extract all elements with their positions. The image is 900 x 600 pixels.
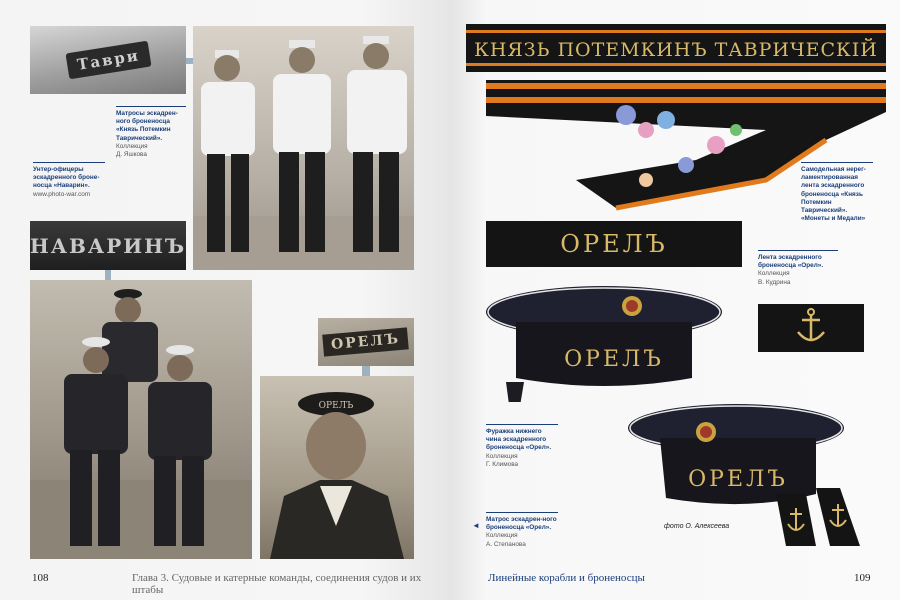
cap-1-label: ОРЕЛЪ [564, 347, 664, 372]
connector-line [362, 366, 370, 376]
caption-title: Унтер-офицеры эскадренного броне-носца «Наварин». [33, 166, 100, 190]
orel-cap-2 [626, 398, 866, 548]
potemkin-sailors-photo [193, 26, 414, 270]
pointer-arrow-icon: ◄ [472, 521, 480, 530]
caption-rule [758, 250, 838, 251]
caption-collection: Коллекция [486, 532, 518, 540]
caption-rule [801, 162, 873, 163]
orel-ribbon [486, 221, 742, 267]
photo-credit: фото О. Алексеева [664, 523, 730, 530]
caption-collection: Коллекция [486, 452, 518, 460]
caption-owner: Д. Яшкова [116, 151, 147, 159]
officer-figure [102, 289, 158, 382]
cap-band-text: ОРЕЛЪ [318, 401, 354, 411]
cap-2-illustration [626, 398, 866, 548]
caption-rule [486, 424, 558, 425]
caption-title: Фуражка нижнего чина эскадренного броненосца «Орел». [486, 428, 552, 452]
caption-collection: Коллекция [116, 142, 148, 150]
ribbon-fragment-photo [30, 26, 186, 94]
potemkin-sailors-illustration [193, 26, 414, 270]
caption-navarin-officers [33, 162, 105, 199]
cap-1-illustration [484, 282, 724, 402]
caption-potemkin-ribbon [801, 162, 873, 223]
caption-title: Матросы эскадрен-ного броненосца «Князь Потемкин Таврический». [116, 110, 178, 142]
orel-ribbon-small-text: ОРЕЛЪ [323, 327, 410, 356]
caption-owner: Г. Климова [486, 460, 519, 468]
caption-orel-ribbon [758, 250, 838, 287]
caption-title: Самодельная нерег-ламентированная лента эскадренного броненосца «Князь Потемкин Таврический». [801, 166, 866, 215]
connector-line [186, 58, 193, 64]
caption-source: www.photo-war.com [33, 190, 91, 198]
navarin-officers-photo [30, 280, 252, 559]
orel-cap-1 [484, 282, 724, 402]
cap-2-label: ОРЕЛЪ [688, 467, 788, 492]
navarin-ribbon-photo [30, 221, 186, 270]
orel-ribbon-small-photo [318, 318, 414, 366]
right-page [450, 0, 900, 600]
caption-owner: А. Степанова [486, 540, 526, 548]
caption-orel-cap [486, 424, 558, 469]
running-head-right: Линейные корабли и броненосцы [488, 572, 645, 584]
running-head-left: Глава 3. Судовые и катерные команды, соединения судов и их штабы [132, 572, 422, 596]
caption-rule [486, 512, 558, 513]
caption-rule [33, 162, 105, 163]
caption-title: Лента эскадренного броненосца «Орел». [758, 254, 824, 270]
caption-title: Матрос эскадрен-ного броненосца «Орел». [486, 516, 557, 532]
caption-orel-sailor [486, 512, 558, 549]
navarin-ribbon-text: НАВАРИНЪ [30, 233, 186, 258]
orel-sailor-illustration [260, 376, 414, 559]
anchor-illustration [758, 304, 864, 352]
caption-collection: Коллекция [758, 270, 790, 278]
orel-sailor-portrait [260, 376, 414, 559]
caption-potemkin-sailors [116, 106, 186, 159]
ribbon-end-anchor [758, 304, 864, 352]
potemkin-ribbon-text: КНЯЗЬ ПОТЕМКИНЪ ТАВРИЧЕСКIЙ [474, 39, 878, 61]
page-number-left: 108 [32, 572, 49, 584]
caption-source: «Монеты и Медали» [801, 215, 866, 223]
caption-owner: В. Кудрина [758, 278, 791, 286]
ribbon-fragment-text: Таври [65, 41, 151, 80]
orel-ribbon-text: ОРЕЛЪ [560, 230, 668, 258]
connector-line [105, 270, 111, 280]
navarin-officers-illustration [30, 280, 252, 559]
page-number-right: 109 [854, 572, 871, 584]
caption-rule [116, 106, 186, 107]
